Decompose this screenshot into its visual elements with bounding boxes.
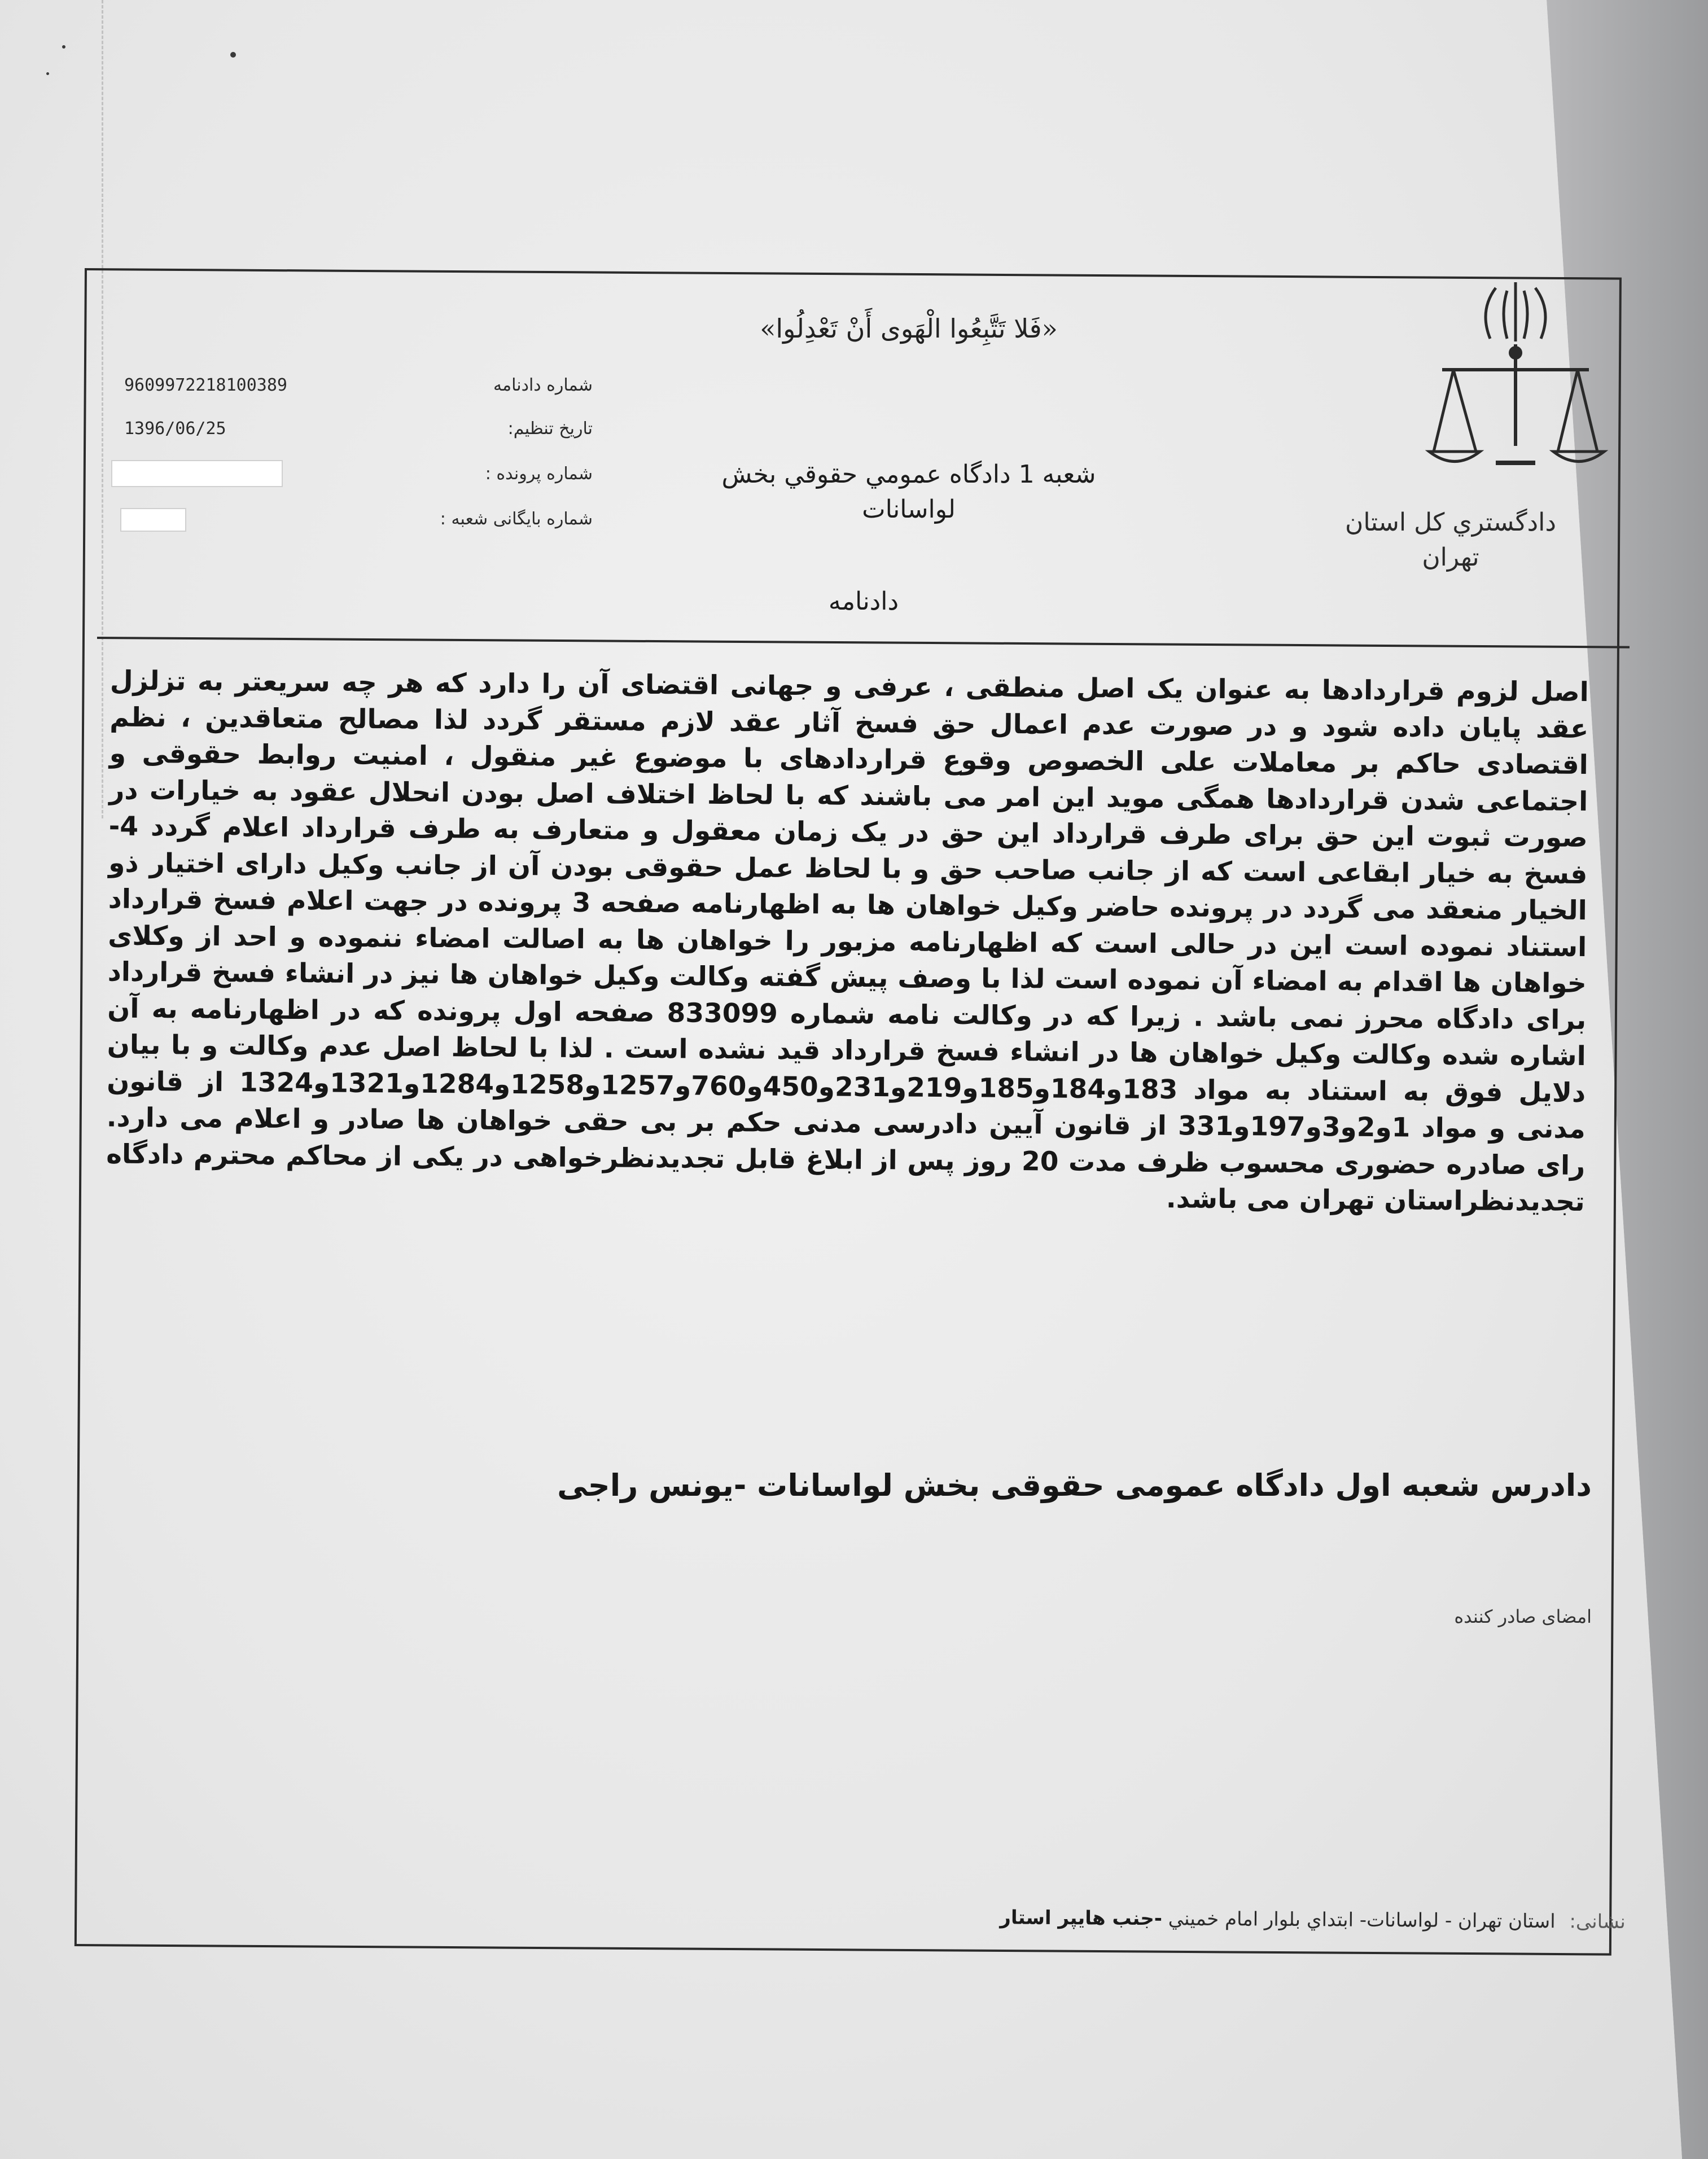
date-label: تاريخ تنظيم: xyxy=(507,419,593,439)
verdict-number-label: شماره دادنامه xyxy=(493,375,593,395)
address-landmark: -جنب هايپر استار xyxy=(1000,1906,1163,1930)
redacted-archive-number xyxy=(120,508,186,532)
ink-speck xyxy=(46,72,49,75)
archive-number-label: شماره بایگانی شعبه : xyxy=(440,509,593,529)
verdict-body: اصل لزوم قراردادها به عنوان یک اصل منطقی ، عرفی و جهانی اقتضای آن را دارد که هر چه سریعتر به تزلزل عقد پایان داده شود و در صورت عدم اعمال حق فسخ آثار عقد لازم مستقر گردد لذا مصالح متعاقدین ، نظم اقتصادی حاکم بر معاملات علی الخصوص وقوع قراردادهای با موضوع غیر منقول ، امنیت روابط حقوقی و اجتماعی شدن قراردادها همگی موید این امر می باشند که با لحاظ اختلاف اصل بودن انحلال عقود به خیارات در صورت ثبوت این حق برای طرف قرارداد این حق در یک زمان معقول و متعارف به طرف قرارداد اعلام گردد 4- فسخ به خیار ابقاعی است که از جانب صاحب حق و با لحاظ عمل حقوقی بودن آن از جانب وکیل دارای اختیار ذو الخیار منعقد می گردد در پرونده حاضر وکیل خواهان ها به اظهارنامه صفحه 3 پرونده در جهت اعلام فسخ قرارداد استناد نموده است این در حالی است که اظهارنامه مزبور را خواهان ها به اصالت امضاء ننموده و احد از وکلای خواهان ها اقدام به امضاء آن نموده است لذا با وصف پیش گفته وکالت وکیل خواهان ها نیز در انشاء فسخ قرارداد برای دادگاه محرز نمی باشد . زیرا که در وکالت نامه شماره 833099 صفحه اول پرونده که در اظهارنامه به آن اشاره شده وکالت وکیل خواهان ها در انشاء فسخ قرارداد قید نشده است . لذا با لحاظ اصل عدم وکالت و با بیان دلایل فوق به استناد به مواد 183و184و185و219و231و450و760و1257و1258و1284و1321و1324 از قانون مدنی و مواد 1و2و3و197و331 از قانون آیین دادرسی مدنی حکم بر بی حقی خواهان ها صادر و اعلام می دارد. رای صادره حضوری محسوب ظرف مدت 20 روز پس از ابلاغ قابل تجدیدنظرخواهی در یکی از محاکم محترم دادگاه تجدیدنظراستان تهران می باشد. xyxy=(106,665,1589,1218)
court-branch xyxy=(660,457,1157,527)
case-number-label: شماره پرونده : xyxy=(485,464,593,484)
redacted-case-number xyxy=(111,460,283,487)
ministry-line2: تهران xyxy=(1422,543,1479,572)
ministry-name xyxy=(1298,505,1603,575)
signer-label: امضای صادر کننده xyxy=(1454,1606,1592,1627)
verdict-number-row xyxy=(119,375,593,399)
verdict-number-value: 9609972218100389 xyxy=(124,375,287,395)
court-branch-line2: لواسانات xyxy=(862,495,956,524)
address-text: استان تهران - لواسانات- ابتداي بلوار امام خميني xyxy=(1168,1907,1556,1933)
court-branch-line1: شعبه 1 دادگاه عمومي حقوقي بخش xyxy=(721,460,1096,489)
ink-speck xyxy=(230,52,236,58)
date-value: 1396/06/25 xyxy=(124,419,226,439)
header-verse: «فَلا تَتَّبِعُوا الْهَوى أَنْ تَعْدِلُوا» xyxy=(760,313,1058,344)
judge-signature-line: دادرس شعبه اول دادگاه عمومی حقوقی بخش لواسانات -یونس راجی xyxy=(557,1468,1592,1503)
judiciary-emblem-icon xyxy=(1422,277,1609,474)
document-title: دادنامه xyxy=(828,587,899,616)
date-row xyxy=(119,419,593,443)
address-label: نشانی: xyxy=(1569,1910,1626,1933)
ministry-line1: دادگستري كل استان xyxy=(1345,508,1556,537)
ink-speck xyxy=(62,45,65,49)
